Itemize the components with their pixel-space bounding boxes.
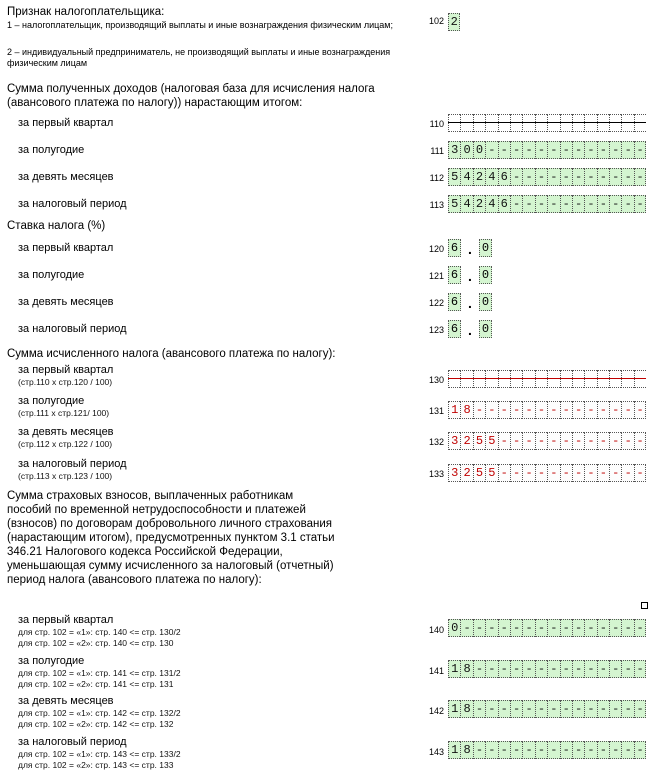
digit-cell: 6 [498, 195, 510, 213]
line-code: 111 [430, 146, 444, 156]
row-condition: для стр. 102 = «2»: стр. 143 <= стр. 133 [18, 760, 174, 770]
digit-cell: 4 [460, 168, 472, 186]
digit-cell: - [522, 432, 534, 450]
digit-cell: - [547, 432, 559, 450]
digit-cell [485, 114, 497, 132]
digit-cell: - [498, 741, 510, 759]
decimal-point: . [468, 295, 472, 311]
digit-cell: - [621, 401, 633, 419]
digit-cell: - [522, 741, 534, 759]
digit-cell: - [498, 401, 510, 419]
rate-field-120[interactable] [448, 239, 492, 257]
digit-cell: - [485, 700, 497, 718]
digit-cell [460, 370, 472, 388]
insurance-field-140[interactable] [448, 619, 646, 637]
row-label: за полугодие [18, 655, 85, 667]
sign-title: Признак налогоплательщика: [7, 6, 165, 18]
digit-cell: - [584, 619, 596, 637]
row-condition: для стр. 102 = «2»: стр. 140 <= стр. 130 [18, 638, 174, 648]
digit-cell: - [498, 660, 510, 678]
row-formula: (стр.112 х стр.122 / 100) [18, 439, 113, 449]
digit-cell [547, 114, 559, 132]
row-condition: для стр. 102 = «1»: стр. 140 <= стр. 130/2 [18, 627, 181, 637]
insurance-field-142[interactable] [448, 700, 646, 718]
line-code: 113 [429, 200, 444, 210]
empty-field-line [448, 378, 646, 379]
digit-cell [572, 370, 584, 388]
digit-cell [547, 370, 559, 388]
insurance-field-141[interactable] [448, 660, 646, 678]
digit-cell [634, 114, 646, 132]
digit-cell: 5 [473, 464, 485, 482]
digit-cell: - [522, 401, 534, 419]
decimal-point: . [468, 241, 472, 257]
row-label: за девять месяцев [18, 695, 114, 707]
digit-cell: - [572, 401, 584, 419]
digit-cell: 2 [460, 432, 472, 450]
line-code: 130 [428, 375, 444, 385]
digit-cell: - [609, 432, 621, 450]
digit-cell: - [473, 700, 485, 718]
digit-cell: - [572, 432, 584, 450]
digit-cell: - [621, 741, 633, 759]
digit-cell: - [634, 168, 646, 186]
digit-cell: - [510, 432, 522, 450]
row-condition: для стр. 102 = «2»: стр. 142 <= стр. 132 [18, 719, 174, 729]
digit-cell: - [522, 660, 534, 678]
digit-cell: - [535, 660, 547, 678]
digit-cell: - [597, 401, 609, 419]
digit-cell: - [609, 660, 621, 678]
insurance-field-143[interactable] [448, 741, 646, 759]
insurance-title: Сумма страховых взносов, выплаченных работникам пособий по временной нетрудоспособности и платежей (взносов) по договорам добровольного личного страхования (нарастающим итогом), предусмотренных пунктом 3.1 статьи 346.21 Налогового кодекса Российской Федерации, уменьшающая сумму исчисленного за налоговый (отчетный) период налога (авансового платежа по налогу): [7, 490, 335, 586]
digit-cell: - [547, 741, 559, 759]
row-label: за первый квартал [18, 364, 114, 376]
digit-cell: - [560, 700, 572, 718]
digit-cell: - [522, 141, 534, 159]
sign-value: 2 [448, 13, 460, 31]
rate-field-121[interactable] [448, 266, 492, 284]
calc-field-132[interactable] [448, 432, 646, 450]
sign-code: 102 [428, 16, 444, 26]
digit-cell [448, 370, 460, 388]
digit-cell: - [584, 700, 596, 718]
digit-cell [609, 114, 621, 132]
sign-option-2: 2 – индивидуальный предприниматель, не производящий выплаты и иные вознаграждения физическим лицам [7, 47, 391, 68]
digit-cell: - [584, 432, 596, 450]
digit-cell: - [621, 195, 633, 213]
digit-cell: - [560, 619, 572, 637]
rate-fraction: 0 [479, 293, 492, 311]
digit-cell: 3 [448, 464, 460, 482]
digit-cell: - [522, 619, 534, 637]
digit-cell: - [597, 619, 609, 637]
digit-cell: - [498, 700, 510, 718]
digit-cell: - [609, 464, 621, 482]
digit-cell: - [560, 432, 572, 450]
rate-fraction: 0 [479, 266, 492, 284]
line-code: 132 [428, 437, 444, 447]
digit-cell [621, 370, 633, 388]
digit-cell [560, 370, 572, 388]
digit-cell: 3 [448, 141, 460, 159]
rate-field-122[interactable] [448, 293, 492, 311]
row-formula: (стр.113 х стр.123 / 100) [18, 471, 113, 481]
digit-cell [609, 370, 621, 388]
digit-cell: - [560, 141, 572, 159]
line-code: 110 [429, 119, 444, 129]
digit-cell: - [510, 168, 522, 186]
digit-cell: - [572, 464, 584, 482]
digit-cell: - [485, 401, 497, 419]
digit-cell: - [473, 660, 485, 678]
income-field-110[interactable] [448, 114, 646, 132]
row-formula: (стр.110 х стр.120 / 100) [18, 377, 113, 387]
digit-cell: - [634, 195, 646, 213]
row-condition: для стр. 102 = «1»: стр. 141 <= стр. 131/2 [18, 668, 181, 678]
digit-cell [460, 114, 472, 132]
digit-cell: - [621, 660, 633, 678]
digit-cell: 6 [498, 168, 510, 186]
resize-handle-icon[interactable] [641, 602, 648, 609]
digit-cell: - [621, 432, 633, 450]
row-label: за девять месяцев [18, 296, 114, 308]
digit-cell: - [597, 464, 609, 482]
digit-cell: - [621, 141, 633, 159]
digit-cell: - [609, 195, 621, 213]
digit-cell: - [621, 464, 633, 482]
line-code: 131 [428, 406, 444, 416]
line-code: 142 [428, 706, 444, 716]
digit-cell: - [621, 168, 633, 186]
row-label: за налоговый период [18, 198, 127, 210]
calc-title: Сумма исчисленного налога (авансового платежа по налогу): [7, 348, 336, 360]
digit-cell: - [547, 401, 559, 419]
digit-cell: 2 [460, 464, 472, 482]
digit-cell: - [522, 700, 534, 718]
digit-cell: - [535, 401, 547, 419]
digit-cell: - [560, 464, 572, 482]
row-condition: для стр. 102 = «1»: стр. 142 <= стр. 132/2 [18, 708, 181, 718]
digit-cell: - [572, 141, 584, 159]
digit-cell: - [597, 168, 609, 186]
digit-cell: 1 [448, 660, 460, 678]
digit-cell: - [535, 700, 547, 718]
digit-cell: - [572, 660, 584, 678]
income-field-112[interactable] [448, 168, 646, 186]
digit-cell: - [498, 432, 510, 450]
digit-cell: - [572, 741, 584, 759]
row-label: за девять месяцев [18, 426, 114, 438]
digit-cell: - [522, 464, 534, 482]
row-label: за первый квартал [18, 614, 114, 626]
digit-cell [522, 370, 534, 388]
digit-cell: - [560, 195, 572, 213]
calc-field-130[interactable] [448, 370, 646, 388]
digit-cell [584, 370, 596, 388]
digit-cell: 0 [473, 141, 485, 159]
digit-cell [498, 370, 510, 388]
digit-cell: - [634, 700, 646, 718]
rate-integer: 6 [448, 266, 461, 284]
digit-cell: - [634, 401, 646, 419]
digit-cell: - [535, 619, 547, 637]
digit-cell: - [473, 619, 485, 637]
digit-cell: - [572, 168, 584, 186]
row-label: за полугодие [18, 395, 85, 407]
digit-cell: - [547, 619, 559, 637]
digit-cell: - [510, 619, 522, 637]
digit-cell [621, 114, 633, 132]
digit-cell: - [584, 168, 596, 186]
digit-cell: - [510, 141, 522, 159]
digit-cell: 0 [448, 619, 460, 637]
rate-field-123[interactable] [448, 320, 492, 338]
digit-cell: 5 [448, 195, 460, 213]
sign-field[interactable] [448, 13, 460, 31]
row-condition: для стр. 102 = «1»: стр. 143 <= стр. 133/2 [18, 749, 181, 759]
digit-cell: - [510, 401, 522, 419]
digit-cell: - [522, 195, 534, 213]
digit-cell: - [473, 401, 485, 419]
rate-fraction: 0 [479, 239, 492, 257]
digit-cell: - [460, 619, 472, 637]
line-code: 120 [428, 244, 444, 254]
digit-cell: - [498, 619, 510, 637]
digit-cell: - [572, 195, 584, 213]
digit-cell: 8 [460, 401, 472, 419]
digit-cell: - [535, 741, 547, 759]
digit-cell [448, 114, 460, 132]
digit-cell: - [510, 464, 522, 482]
digit-cell: 3 [448, 432, 460, 450]
digit-cell: - [609, 741, 621, 759]
row-condition: для стр. 102 = «2»: стр. 141 <= стр. 131 [18, 679, 174, 689]
digit-cell [498, 114, 510, 132]
empty-field-line [448, 122, 646, 123]
digit-cell: 5 [448, 168, 460, 186]
row-label: за девять месяцев [18, 171, 114, 183]
digit-cell: - [634, 464, 646, 482]
digit-cell: - [473, 741, 485, 759]
digit-cell: - [547, 195, 559, 213]
digit-cell: - [547, 141, 559, 159]
digit-cell: - [597, 741, 609, 759]
digit-cell: - [510, 660, 522, 678]
digit-cell: - [485, 619, 497, 637]
digit-cell: - [609, 619, 621, 637]
digit-cell: 1 [448, 401, 460, 419]
sign-option-1: 1 – налогоплательщик, производящий выплаты и иные вознаграждения физическим лицам; [7, 20, 393, 30]
row-label: за налоговый период [18, 458, 127, 470]
digit-cell [560, 114, 572, 132]
digit-cell: - [597, 660, 609, 678]
digit-cell: - [584, 401, 596, 419]
row-label: за первый квартал [18, 117, 114, 129]
rate-fraction: 0 [479, 320, 492, 338]
digit-cell [522, 114, 534, 132]
income-field-113[interactable] [448, 195, 646, 213]
digit-cell: - [498, 141, 510, 159]
digit-cell: - [535, 195, 547, 213]
digit-cell: - [510, 741, 522, 759]
line-code: 141 [428, 666, 444, 676]
digit-cell: - [510, 195, 522, 213]
digit-cell [535, 114, 547, 132]
decimal-point: . [468, 322, 472, 338]
digit-cell: - [560, 660, 572, 678]
digit-cell: 8 [460, 700, 472, 718]
row-label: за налоговый период [18, 323, 127, 335]
digit-cell [597, 370, 609, 388]
digit-cell [510, 114, 522, 132]
digit-cell: - [597, 141, 609, 159]
digit-cell: - [621, 619, 633, 637]
digit-cell [535, 370, 547, 388]
calc-field-131[interactable] [448, 401, 646, 419]
digit-cell [473, 114, 485, 132]
digit-cell: - [498, 464, 510, 482]
digit-cell: 8 [460, 660, 472, 678]
digit-cell: - [609, 168, 621, 186]
digit-cell [473, 370, 485, 388]
line-code: 122 [428, 298, 444, 308]
line-code: 133 [428, 469, 444, 479]
digit-cell: - [621, 700, 633, 718]
digit-cell: - [584, 660, 596, 678]
digit-cell [634, 370, 646, 388]
digit-cell: 4 [485, 168, 497, 186]
line-code: 121 [428, 271, 444, 281]
line-code: 112 [429, 173, 444, 183]
income-field-111[interactable] [448, 141, 646, 159]
digit-cell: - [634, 741, 646, 759]
digit-cell: 0 [460, 141, 472, 159]
row-label: за налоговый период [18, 736, 127, 748]
row-label: за полугодие [18, 269, 85, 281]
digit-cell: - [597, 195, 609, 213]
digit-cell: - [597, 432, 609, 450]
digit-cell: - [572, 700, 584, 718]
digit-cell: - [609, 700, 621, 718]
digit-cell [584, 114, 596, 132]
line-code: 143 [428, 747, 444, 757]
digit-cell [510, 370, 522, 388]
digit-cell: - [584, 141, 596, 159]
rate-title: Ставка налога (%) [7, 220, 106, 232]
rate-integer: 6 [448, 293, 461, 311]
digit-cell: - [560, 401, 572, 419]
rate-integer: 6 [448, 320, 461, 338]
digit-cell: - [634, 141, 646, 159]
decimal-point: . [468, 268, 472, 284]
digit-cell: - [634, 660, 646, 678]
digit-cell: - [609, 141, 621, 159]
digit-cell: - [572, 619, 584, 637]
digit-cell: 2 [473, 195, 485, 213]
digit-cell [597, 114, 609, 132]
digit-cell: - [547, 464, 559, 482]
digit-cell: - [609, 401, 621, 419]
digit-cell: 5 [485, 432, 497, 450]
row-label: за первый квартал [18, 242, 114, 254]
row-label: за полугодие [18, 144, 85, 156]
digit-cell: - [584, 464, 596, 482]
digit-cell [572, 114, 584, 132]
digit-cell: 1 [448, 700, 460, 718]
digit-cell: - [584, 741, 596, 759]
digit-cell: - [510, 700, 522, 718]
digit-cell: - [547, 660, 559, 678]
digit-cell: 1 [448, 741, 460, 759]
digit-cell: - [560, 741, 572, 759]
line-code: 140 [428, 625, 444, 635]
digit-cell: 5 [473, 432, 485, 450]
digit-cell: - [535, 141, 547, 159]
digit-cell: - [560, 168, 572, 186]
digit-cell: - [584, 195, 596, 213]
digit-cell: - [535, 168, 547, 186]
digit-cell: - [522, 168, 534, 186]
digit-cell: 2 [473, 168, 485, 186]
digit-cell: - [535, 432, 547, 450]
digit-cell: - [485, 141, 497, 159]
calc-field-133[interactable] [448, 464, 646, 482]
digit-cell: 4 [460, 195, 472, 213]
digit-cell: 8 [460, 741, 472, 759]
digit-cell: - [535, 464, 547, 482]
digit-cell: 5 [485, 464, 497, 482]
digit-cell: - [485, 660, 497, 678]
digit-cell: - [485, 741, 497, 759]
digit-cell: - [634, 432, 646, 450]
digit-cell: - [597, 700, 609, 718]
digit-cell: 4 [485, 195, 497, 213]
digit-cell: - [634, 619, 646, 637]
digit-cell [485, 370, 497, 388]
digit-cell: - [547, 700, 559, 718]
digit-cell: - [547, 168, 559, 186]
line-code: 123 [428, 325, 444, 335]
income-title: Сумма полученных доходов (налоговая база для исчисления налога (авансового платежа по налогу)) нарастающим итогом: [7, 83, 375, 109]
row-formula: (стр.111 х стр.121/ 100) [18, 408, 110, 418]
rate-integer: 6 [448, 239, 461, 257]
